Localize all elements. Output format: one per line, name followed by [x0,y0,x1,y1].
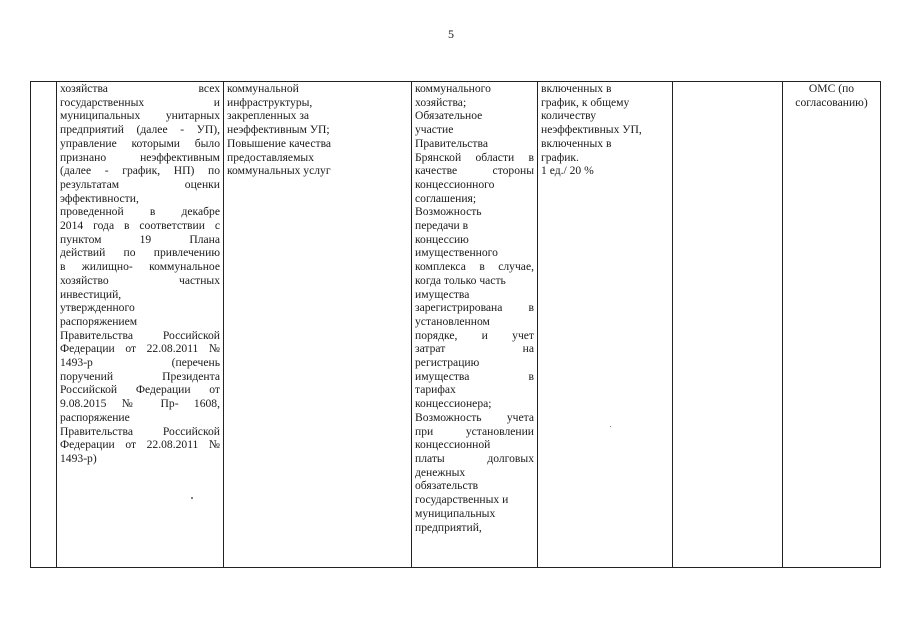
text-line: концессионера; [415,397,492,411]
text-line: распоряжением [60,314,138,328]
cell-number [31,82,57,568]
cell-responsible [783,82,881,568]
text-line: тарифах [415,383,456,397]
text-line: концессионного [415,177,495,191]
text-line: качестве стороны [415,164,534,178]
text-line: имущества [415,287,470,301]
text-line: Российской Федерации от [60,383,220,397]
text-line: предприятий, [415,520,482,534]
text-line: порядке, и учет [415,328,534,342]
cell-mechanism [412,82,538,568]
text-line: 1493-р (перечень [60,356,220,370]
text-line: коммунальных услуг [227,164,331,178]
text-line: коммунальной [227,82,299,95]
measures-table [30,81,881,568]
text-line: неэффективным УП; [227,123,330,137]
text-line: регистрацию [415,356,480,370]
text-line: график, к общему [541,95,630,109]
text-line: эффективности, [60,191,139,205]
text-line: (далее - график, НП) по [60,164,220,178]
text-line: обязательств [415,479,479,493]
text-line: затрат на [415,342,534,356]
text-line: денежных [415,465,466,479]
text-line: коммунального [415,82,491,95]
text-line: закрепленных за [227,109,310,123]
text-line: в жилищно- коммунальное [60,260,220,274]
text-line: государственных и [60,95,220,109]
text-line: имущественного [415,246,498,260]
scan-speck [610,426,611,427]
text-line: согласованию) [795,95,868,109]
text-line: Федерации от 22.08.2011 № [60,438,220,452]
text-line: муниципальных унитарных [60,109,220,123]
table-row [31,82,881,568]
cell-deadline [673,82,783,568]
text-line: Федерации от 22.08.2011 № [60,342,220,356]
text-line: управление которыми было [60,136,220,150]
text-line: действий по привлечению [60,246,220,260]
text-line: включенных в [541,82,612,95]
text-line: 2014 года в соответствии с [60,219,220,233]
text-line: когда только часть [415,273,506,287]
text-line: предприятий (далее - УП), [60,123,220,137]
text-line: концессионной [415,438,491,452]
text-line: поручений Президента [60,369,220,383]
text-line: установленном [415,314,490,328]
text-line: муниципальных [415,506,496,520]
text-line: Правительства Российской [60,328,220,342]
text-line: Обязательное [415,109,483,123]
scan-speck [191,497,193,499]
text-line: Повышение качества [227,136,332,150]
text-line: инвестиций, [60,287,122,301]
text-line: платы долговых [415,451,534,465]
page-number: 5 [448,27,454,41]
text-line: участие [415,123,454,137]
text-line: Брянской области в [415,150,534,164]
text-line: результатам оценки [60,177,220,191]
text-line: Возможность учета [415,410,534,424]
text-line: Правительства Российской [60,424,220,438]
text-line: график. [541,150,579,164]
text-line: 1 ед./ 20 % [541,164,594,178]
cell-goal [224,82,412,568]
cell-basis [57,82,224,568]
text-line: зарегистрирована в [415,301,534,315]
text-line: Правительства [415,136,488,150]
text-line: концессию [415,232,469,246]
text-line: соглашения; [415,191,477,205]
text-line: хозяйства всех [60,82,220,95]
text-line: проведенной в декабре [60,205,220,219]
text-line: при установлении [415,424,534,438]
text-line: хозяйства; [415,95,467,109]
text-line: предоставляемых [227,150,314,164]
text-line: хозяйство частных [60,273,220,287]
cell-indicator [538,82,673,568]
text-line: неэффективных УП, [541,123,642,137]
text-line: имущества в [415,369,534,383]
text-line: инфраструктуры, [227,95,313,109]
text-line: передачи в [415,219,469,233]
text-line: утвержденного [60,301,135,315]
text-line: распоряжение [60,410,130,424]
text-line: Возможность [415,205,482,219]
text-line: комплекса в случае, [415,260,534,274]
text-line: 1493-р) [60,451,97,465]
text-line: пунктом 19 Плана [60,232,220,246]
text-line: ОМС (по [808,82,855,95]
text-line: 9.08.2015 № Пр- 1608, [60,397,220,411]
text-line: количеству [541,109,597,123]
text-line: признано неэффективным [60,150,220,164]
text-line: включенных в [541,136,612,150]
text-line: государственных и [415,493,509,507]
